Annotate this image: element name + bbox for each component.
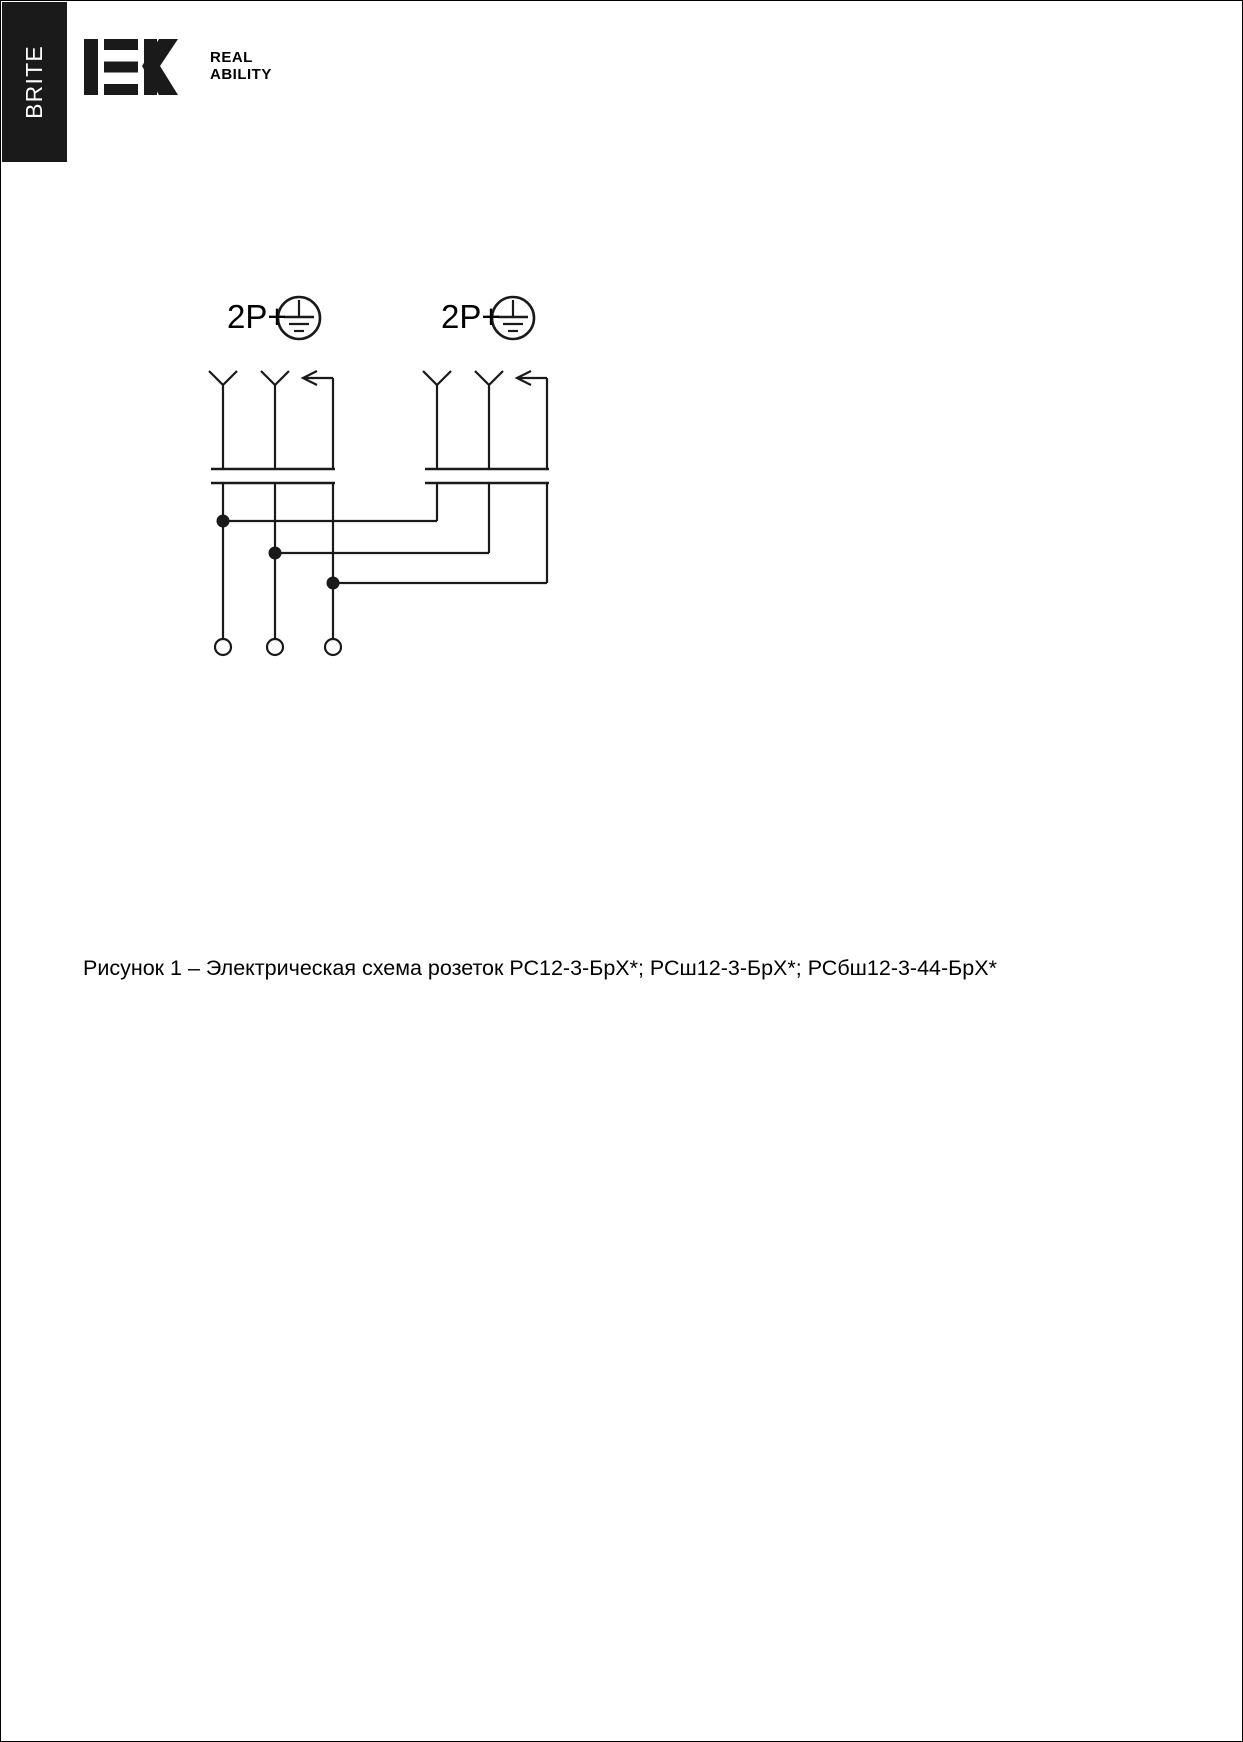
iek-logo-tagline xyxy=(210,50,272,84)
brand-series-tab xyxy=(2,2,67,162)
iek-logo xyxy=(84,39,272,95)
interconnect-wires xyxy=(223,483,547,639)
socket-wiring-diagram xyxy=(151,261,671,681)
iek-tagline-line-2: ABILITY xyxy=(210,65,272,83)
socket-block-1 xyxy=(209,371,335,483)
socket-label-1: 2P+ xyxy=(227,298,287,335)
brand-series-label: BRITE xyxy=(21,45,47,119)
iek-logo-mark xyxy=(84,39,192,95)
figure-caption: Рисунок 1 – Электрическая схема розеток РС12-3-БрХ*; РСш12-3-БрХ*; РСбш12-3-44-БрХ* xyxy=(83,956,997,980)
output-terminals xyxy=(215,639,341,655)
socket-block-2 xyxy=(423,371,549,483)
iek-tagline-line-1: REAL xyxy=(210,49,253,66)
socket-label-2: 2P+ xyxy=(441,298,501,335)
